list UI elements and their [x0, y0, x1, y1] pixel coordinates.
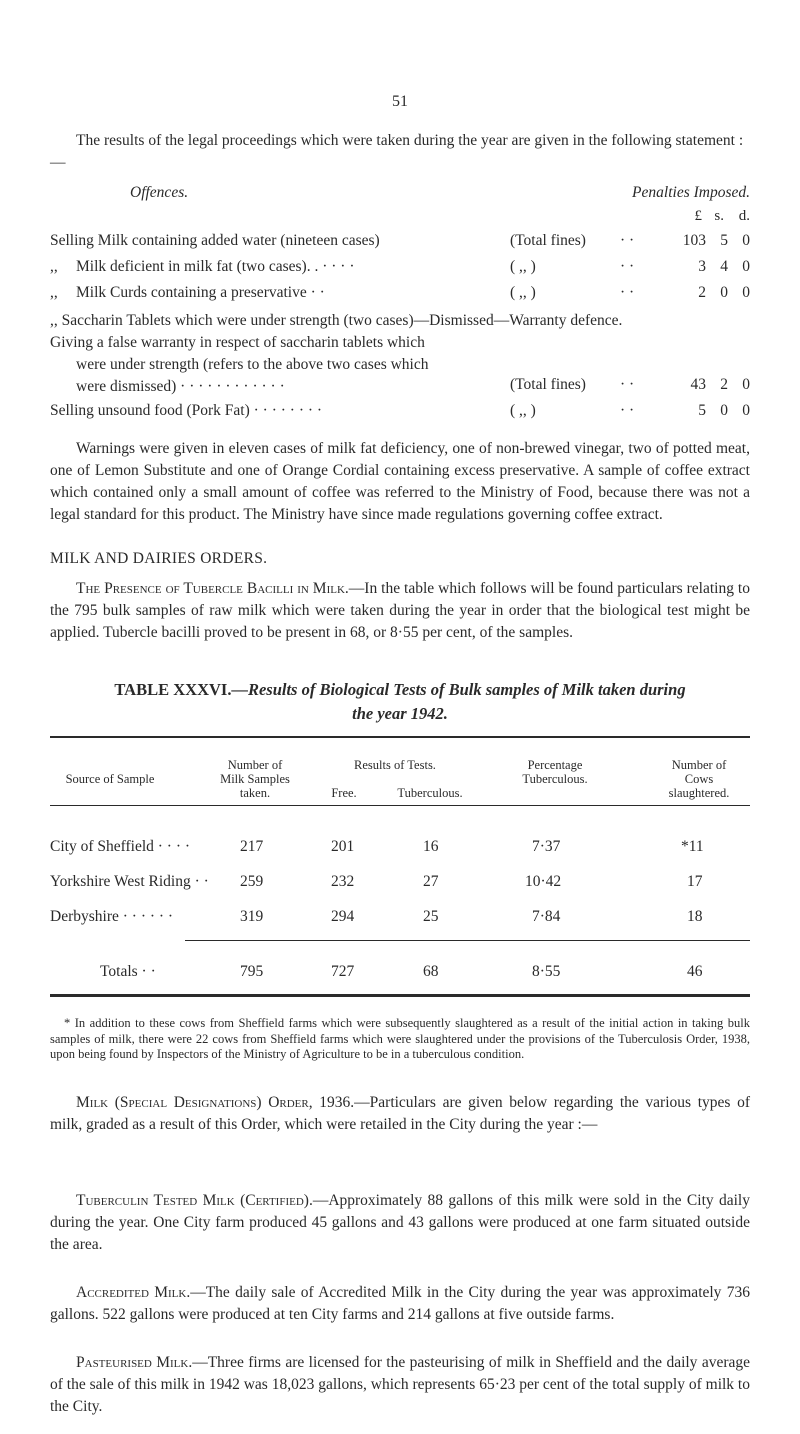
special-lead: Milk (Special Designations) Order, 1936. — [76, 1094, 355, 1111]
offence-row — [0, 402, 800, 424]
offence-dots: · · — [620, 376, 635, 393]
accredited-paragraph: Accredited Milk.—The daily sale of Accredited Milk in the City during the year was approximately 736 gallons. 522 gallons were produced at ten City farms and 214 gallons at five outside farms. — [50, 1284, 750, 1323]
offence-desc: Selling unsound food (Pork Fat) · · · · · · · · — [50, 402, 323, 419]
offence-amount: 5 0 0 — [698, 402, 750, 419]
table-footnote: * In addition to these cows from Sheffield farms which were subsequently slaughtered as a result of the initial action in taking bulk samples of milk, there were 22 cows from Sheffield farms which were slaughtered under the provisions of the Tuberculosis Order, 1938, upon being found by Inspectors of the Ministry of Agriculture to be in a tuberculous condition. — [50, 1016, 750, 1061]
table-title: TABLE XXXVI.—Results of Biological Tests of Bulk samples of Milk taken during the year 1942. — [114, 680, 686, 723]
intro-paragraph: The results of the legal proceedings which were taken during the year are given in the following statement :— — [50, 132, 744, 171]
totals-rule — [185, 940, 750, 941]
header-percentage: Percentage Tuberculous. — [522, 758, 588, 786]
offence-amount: 2 0 0 — [698, 284, 750, 301]
page-number: 51 — [392, 93, 408, 110]
offence-dots: · · — [620, 402, 635, 419]
header-tuberculous: Tuberculous. — [397, 786, 463, 800]
header-number-taken: Number of Milk Samples taken. — [220, 758, 290, 800]
offences-header-right: Penalties Imposed. — [632, 184, 750, 201]
pence-header: d. — [738, 208, 750, 224]
offence-desc: ,, Milk Curds containing a preservative · · — [50, 284, 325, 301]
offence-row — [0, 232, 800, 254]
offence-desc: ,, Milk deficient in milk fat (two cases). . · · · · — [50, 258, 355, 275]
header-free: Free. — [331, 786, 357, 800]
offence-amount: 3 4 0 — [698, 258, 750, 275]
header-results: Results of Tests. — [354, 758, 436, 772]
offence-kind: (Total fines) — [510, 376, 586, 393]
offence-dots: · · — [620, 232, 635, 249]
offence-row — [0, 284, 800, 306]
table-bottom-rule — [50, 994, 750, 997]
tuberculin-paragraph: Tuberculin Tested Milk (Certified).—Approximately 88 gallons of this milk were sold in the City daily during the year. One City farm produced 45 gallons and 43 gallons were produced at one farm situated outside the area. — [50, 1192, 750, 1253]
offence-amount: 43 2 0 — [690, 376, 750, 393]
saccharin-penalty — [0, 376, 800, 398]
offence-amount: 103 5 0 — [682, 232, 750, 249]
shillings-header: s. — [714, 208, 724, 224]
header-cows: Number of Cows slaughtered. — [668, 758, 730, 800]
currency-header — [660, 208, 750, 225]
tuberculin-lead: Tuberculin Tested Milk (Certified). — [76, 1192, 313, 1209]
offence-dots: · · — [620, 284, 635, 301]
saccharin-offence: ,, Saccharin Tablets which were under strength (two cases)—Dismissed—Warranty defence. Giving a false warranty in respect of saccharin tablets which were under strength (refers to the above two cases which were dismissed) · · · · · · · · · · · · — [50, 312, 623, 395]
table-header-rule — [50, 805, 750, 806]
offence-desc: Selling Milk containing added water (nineteen cases) — [50, 232, 380, 249]
tubercle-paragraph: The Presence of Tubercle Bacilli in Milk.—In the table which follows will be found particulars relating to the 795 bulk samples of raw milk which were taken during the year in order that the biological test might be applied. Tubercle bacilli proved to be present in 68, or 8·55 per cent, of the samples. — [50, 580, 750, 641]
pasteurised-lead: Pasteurised Milk. — [76, 1354, 193, 1371]
section-heading: MILK AND DAIRIES ORDERS. — [50, 550, 268, 567]
header-source: Source of Sample — [65, 772, 155, 786]
offence-dots: · · — [620, 258, 635, 275]
offences-header-left: Offences. — [130, 184, 189, 201]
tubercle-lead: The Presence of Tubercle Bacilli in Milk. — [76, 580, 349, 597]
offence-kind: ( ,, ) — [510, 258, 536, 275]
table-top-rule — [50, 736, 750, 738]
offences-header — [0, 184, 800, 206]
warnings-paragraph: Warnings were given in eleven cases of milk fat deficiency, one of non-brewed vinegar, two of potted meat, one of Lemon Substitute and one of Orange Cordial containing excess preservative. A sample of coffee extract which contained only a small amount of coffee was referred to the Ministry of Food, because there was not a legal standard for this product. The Ministry have since made regulations governing coffee extract. — [50, 440, 750, 523]
offence-kind: ( ,, ) — [510, 402, 536, 419]
offence-row — [0, 258, 800, 280]
pasteurised-paragraph: Pasteurised Milk.—Three firms are licensed for the pasteurising of milk in Sheffield and the daily average of the sale of this milk in 1942 was 18,023 gallons, which represents 65·23 per cent of the total supply of milk to the City. — [50, 1354, 751, 1415]
pounds-header: £ — [694, 208, 702, 224]
special-designations-paragraph: Milk (Special Designations) Order, 1936.—Particulars are given below regarding the various types of milk, graded as a result of this Order, which were retailed in the City during the year :— — [50, 1094, 751, 1133]
offence-kind: (Total fines) — [510, 232, 586, 249]
accredited-lead: Accredited Milk. — [76, 1284, 191, 1301]
offence-kind: ( ,, ) — [510, 284, 536, 301]
